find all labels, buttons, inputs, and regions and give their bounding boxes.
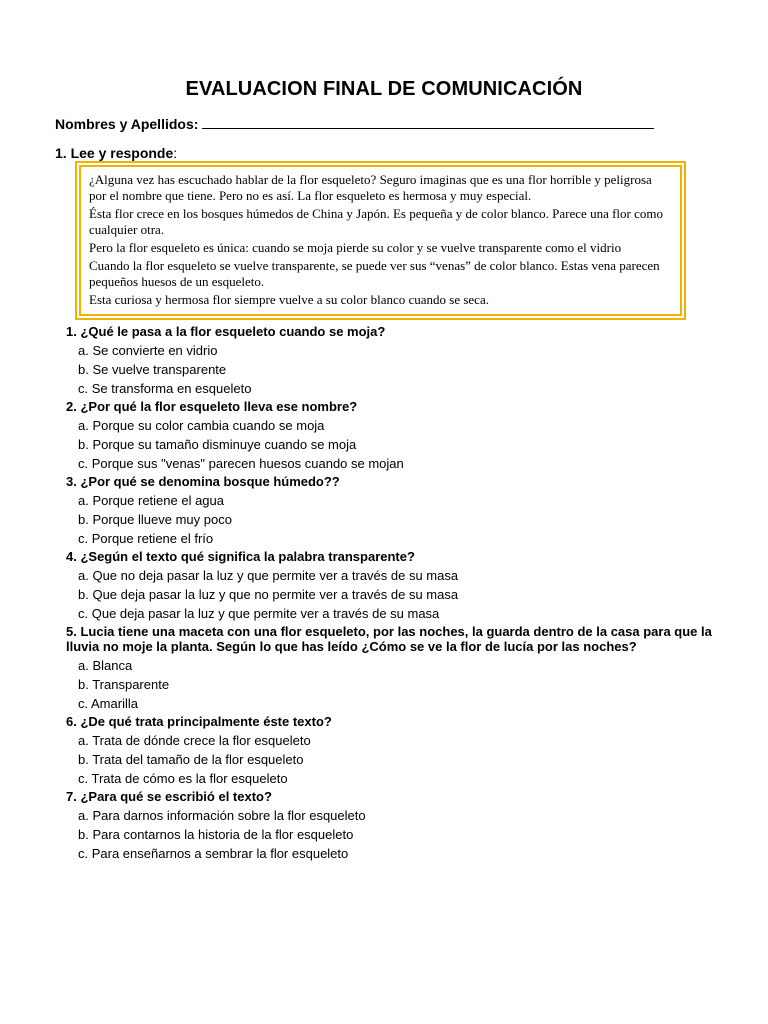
answer-option[interactable]: a. Blanca — [78, 658, 133, 673]
answer-option[interactable]: b. Trata del tamaño de la flor esqueleto — [78, 752, 304, 767]
answer-option[interactable]: c. Trata de cómo es la flor esqueleto — [78, 771, 288, 786]
answer-option[interactable]: c. Amarilla — [78, 696, 138, 711]
question-text: 1. ¿Qué le pasa a la flor esqueleto cuando se moja? — [66, 324, 386, 339]
answer-option[interactable]: b. Que deja pasar la luz y que no permite ver a través de su masa — [78, 587, 459, 602]
section-heading-label: 1. Lee y responde — [55, 145, 174, 161]
name-field-blank[interactable] — [202, 115, 654, 129]
question-text: 4. ¿Según el texto qué significa la palabra transparente? — [66, 549, 415, 564]
answer-option[interactable]: a. Porque retiene el agua — [78, 493, 224, 508]
answer-option[interactable]: c. Porque sus "venas" parecen huesos cuando se mojan — [78, 456, 404, 471]
question-text: 6. ¿De qué trata principalmente éste texto? — [66, 714, 332, 729]
answer-option[interactable]: b. Para contarnos la historia de la flor esqueleto — [78, 827, 354, 842]
reading-paragraph: Esta curiosa y hermosa flor siempre vuelve a su color blanco cuando se seca. — [89, 292, 489, 307]
answer-option[interactable]: b. Transparente — [78, 677, 170, 692]
reading-paragraph: Pero la flor esqueleto es única: cuando se moja pierde su color y se vuelve transparente como el vidrio — [89, 240, 622, 255]
reading-paragraph: Ésta flor crece en los bosques húmedos de China y Japón. Es pequeña y de color blanco. Parece una flor como cualquier otra. — [89, 206, 663, 237]
section-heading — [55, 145, 177, 161]
answer-option[interactable]: a. Que no deja pasar la luz y que permite ver a través de su masa — [78, 568, 459, 583]
name-field-label: Nombres y Apellidos: — [55, 116, 199, 132]
answer-option[interactable]: c. Porque retiene el frío — [78, 531, 214, 546]
question-block — [66, 398, 716, 473]
page-title: EVALUACION FINAL DE COMUNICACIÓN — [185, 78, 583, 100]
question-block — [66, 713, 716, 788]
section-heading-colon: : — [173, 145, 178, 161]
reading-paragraph: ¿Alguna vez has escuchado hablar de la flor esqueleto? Seguro imaginas que es una flor horrible y peligrosa por el nombre que tiene. Pero no es así. La flor esqueleto es hermosa y muy especial. — [89, 172, 652, 203]
answer-option[interactable]: a. Se convierte en vidrio — [78, 343, 218, 358]
answer-option[interactable]: b. Porque su tamaño disminuye cuando se moja — [78, 437, 357, 452]
question-block — [66, 473, 716, 548]
question-text: 2. ¿Por qué la flor esqueleto lleva ese nombre? — [66, 399, 358, 414]
answer-option[interactable]: b. Porque llueve muy poco — [78, 512, 232, 527]
answer-option[interactable]: a. Trata de dónde crece la flor esqueleto — [78, 733, 311, 748]
name-field-row — [55, 115, 654, 132]
question-list — [66, 323, 716, 863]
reading-paragraph: Cuando la flor esqueleto se vuelve transparente, se puede ver sus “venas” de color blanco. Estas vena parecen pequeños huesos de un esqueleto. — [89, 258, 660, 289]
question-text: 5. Lucia tiene una maceta con una flor esqueleto, por las noches, la guarda dentro de la casa para que la lluvia no moje la planta. Según lo que has leído ¿Cómo se ve la flor de lucía por las noches? — [66, 624, 712, 654]
reading-passage-box — [79, 165, 682, 316]
answer-option[interactable]: a. Para darnos información sobre la flor esqueleto — [78, 808, 366, 823]
answer-option[interactable]: a. Porque su color cambia cuando se moja — [78, 418, 325, 433]
question-block — [66, 788, 716, 863]
question-text: 7. ¿Para qué se escribió el texto? — [66, 789, 272, 804]
answer-option[interactable]: c. Que deja pasar la luz y que permite ver a través de su masa — [78, 606, 440, 621]
answer-option[interactable]: c. Se transforma en esqueleto — [78, 381, 252, 396]
answer-option[interactable]: c. Para enseñarnos a sembrar la flor esqueleto — [78, 846, 349, 861]
question-block — [66, 548, 716, 623]
question-block — [66, 323, 716, 398]
answer-option[interactable]: b. Se vuelve transparente — [78, 362, 227, 377]
question-block — [66, 623, 716, 713]
question-text: 3. ¿Por qué se denomina bosque húmedo?? — [66, 474, 340, 489]
